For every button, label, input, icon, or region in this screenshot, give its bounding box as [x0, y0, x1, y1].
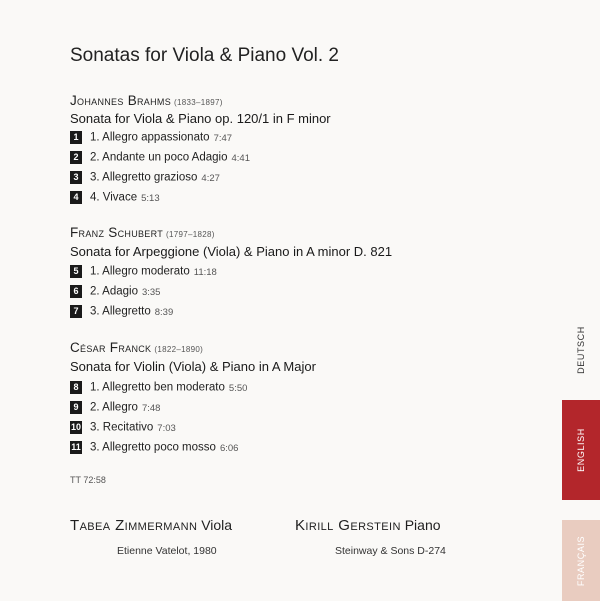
track-row[interactable]	[70, 381, 247, 395]
track-title: 1. Allegretto ben moderato	[90, 381, 225, 394]
performer-instrument: Steinway & Sons D-274	[335, 545, 446, 557]
track-duration: 3:35	[141, 286, 161, 298]
track-row[interactable]	[70, 305, 173, 319]
track-row[interactable]	[70, 421, 176, 435]
language-tab-francais[interactable]	[562, 520, 600, 601]
composer-name: Franz Schubert	[70, 225, 164, 240]
composer-name: Johannes Brahms	[70, 93, 172, 108]
track-duration: 7:47	[213, 132, 233, 144]
language-tab-label: DEUTSCH	[576, 326, 586, 374]
track-duration: 7:48	[141, 402, 161, 414]
track-number-badge: 1	[70, 131, 82, 144]
track-number-badge: 9	[70, 401, 82, 414]
total-time: TT 72:58	[70, 475, 106, 485]
performer-violist	[70, 517, 232, 534]
track-duration: 5:13	[141, 192, 160, 204]
track-title: 2. Andante un poco Adagio	[90, 151, 228, 164]
track-row[interactable]	[70, 441, 238, 455]
track-title: 1. Allegro moderato	[90, 265, 190, 278]
performer-name: Tabea Zimmermann	[70, 517, 198, 534]
track-title: 3. Recitativo	[90, 421, 154, 434]
track-title: 2. Allegro	[90, 401, 138, 414]
track-number-badge: 10	[70, 422, 81, 432]
language-tab-label: FRANÇAIS	[576, 535, 586, 586]
composer-heading-franck	[70, 340, 203, 355]
track-title: 3. Allegretto	[90, 305, 151, 318]
work-title: Sonata for Violin (Viola) & Piano in A Major	[70, 359, 316, 374]
track-duration: 4:27	[201, 172, 220, 184]
album-title: Sonatas for Viola & Piano Vol. 2	[70, 45, 339, 66]
track-duration: 7:03	[157, 422, 176, 434]
track-title: 1. Allegro appassionato	[90, 131, 210, 144]
track-number-badge: 11	[71, 442, 81, 452]
composer-dates: (1833–1897)	[174, 98, 223, 107]
track-title: 3. Allegretto grazioso	[90, 171, 198, 184]
track-duration: 4:41	[231, 152, 250, 164]
track-duration: 5:50	[228, 382, 248, 394]
track-duration: 6:06	[219, 442, 239, 454]
language-tab-deutsch[interactable]	[562, 300, 600, 400]
work-title: Sonata for Arpeggione (Viola) & Piano in A minor D. 821	[70, 244, 393, 259]
track-title: 4. Vivace	[90, 191, 138, 204]
track-number-badge: 6	[70, 285, 82, 298]
track-title: 3. Allegretto poco mosso	[90, 441, 216, 454]
track-number-badge: 3	[70, 171, 82, 184]
composer-dates: (1797–1828)	[166, 230, 215, 239]
track-row[interactable]	[70, 191, 160, 205]
composer-heading-brahms	[70, 93, 223, 108]
track-row[interactable]	[70, 265, 217, 279]
performer-role: Viola	[201, 517, 233, 533]
track-number-badge: 2	[70, 151, 82, 164]
track-row[interactable]	[70, 401, 160, 415]
track-row[interactable]	[70, 151, 250, 165]
performer-role: Piano	[404, 517, 441, 533]
language-tab-english[interactable]	[562, 400, 600, 500]
track-duration: 8:39	[154, 306, 174, 318]
track-number-badge: 8	[70, 381, 82, 394]
performer-pianist	[295, 517, 441, 534]
track-number-badge: 5	[70, 265, 82, 278]
composer-heading-schubert	[70, 225, 215, 240]
track-row[interactable]	[70, 131, 232, 145]
track-duration: 11:18	[193, 266, 217, 278]
track-number-badge: 7	[70, 305, 82, 318]
composer-dates: (1822–1890)	[154, 345, 204, 354]
language-tab-label: ENGLISH	[576, 428, 586, 472]
track-row[interactable]	[70, 285, 160, 299]
performer-name: Kirill Gerstein	[295, 517, 401, 534]
track-row[interactable]	[70, 171, 220, 185]
performer-instrument: Etienne Vatelot, 1980	[117, 545, 217, 557]
composer-name: César Franck	[70, 340, 152, 355]
work-title: Sonata for Viola & Piano op. 120/1 in F minor	[70, 111, 331, 126]
track-title: 2. Adagio	[90, 285, 138, 298]
track-number-badge: 4	[70, 191, 82, 204]
